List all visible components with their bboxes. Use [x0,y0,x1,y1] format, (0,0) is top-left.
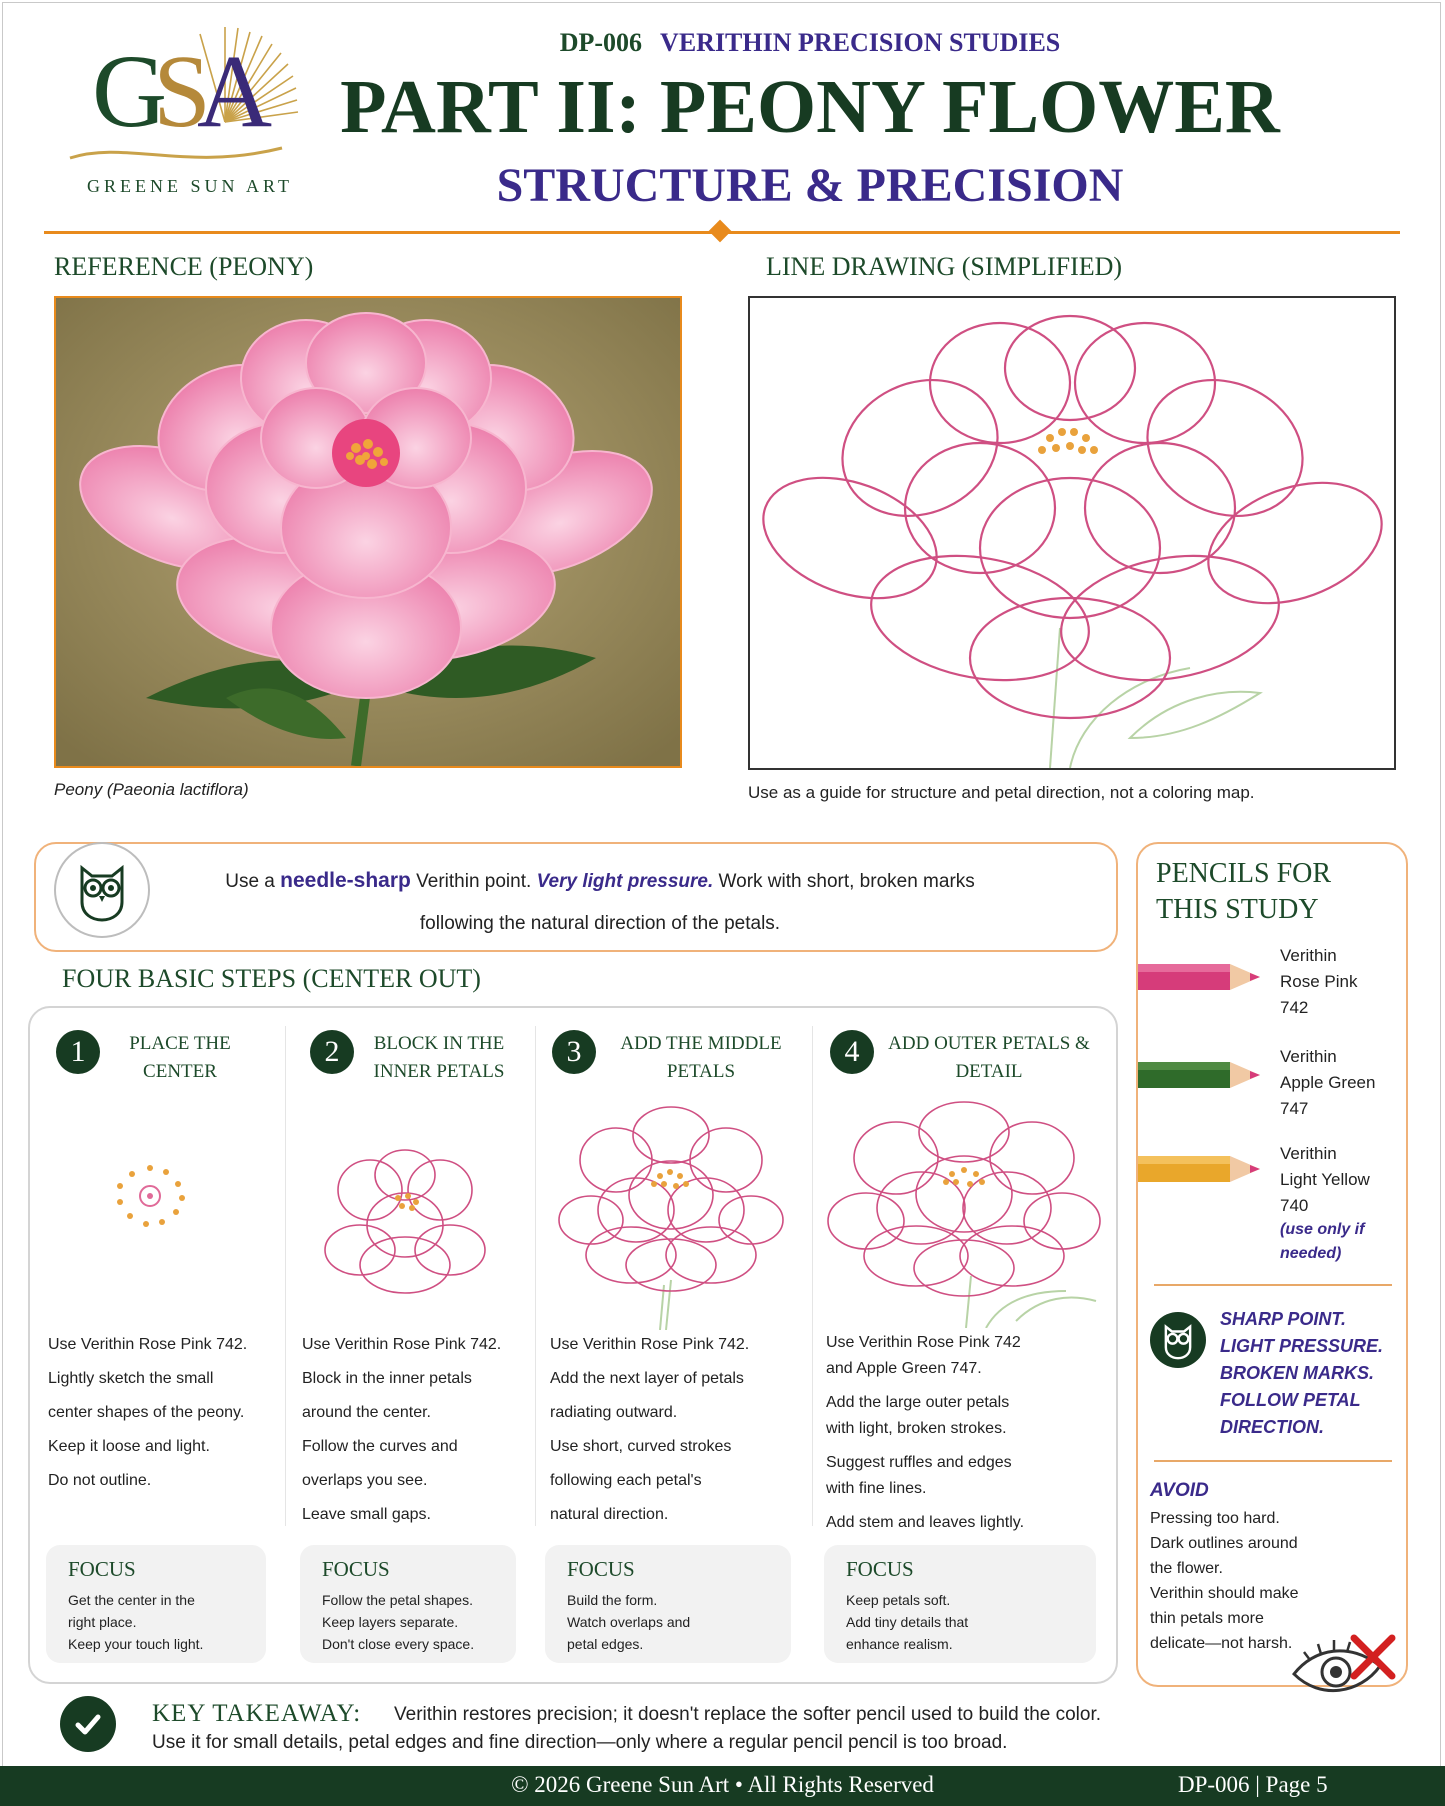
avoid-line: Pressing too hard. [1150,1510,1280,1527]
instruction-line: Use Verithin Rose Pink 742. [550,1336,750,1353]
motto [1220,1306,1383,1441]
pencil-code: 747 [1280,1099,1309,1118]
cross-icon [1348,1632,1398,1682]
focus-box [300,1545,516,1663]
owl-icon [1161,1320,1195,1360]
pencil-note-line: (use only if [1280,1221,1365,1238]
focus-text: Build the form. Watch overlaps and petal edges. [567,1592,691,1652]
step-number: 4 [830,1030,874,1074]
step-instructions [302,1328,501,1532]
tip-part3: Work with short, broken marks [713,871,975,892]
pencil-note [1280,1218,1364,1266]
motto-line: LIGHT PRESSURE. [1220,1336,1384,1356]
focus-box [46,1545,266,1663]
step-title [884,1030,1094,1086]
check-icon [71,1707,105,1741]
tip-needle-sharp: needle-sharp [280,869,411,892]
step-title-line: CENTER [143,1061,217,1082]
step-title [364,1030,514,1086]
step-number: 3 [552,1030,596,1074]
instruction-line: radiating outward. [550,1404,678,1421]
takeaway-badge [60,1696,116,1752]
pencil-brand: Verithin [1280,1047,1337,1066]
instruction-line: Add the next layer of petals [550,1370,744,1387]
column-divider [535,1026,536,1526]
owl-badge [54,842,150,938]
instruction-line: Suggest ruffles and edges [826,1454,1012,1471]
pencil-brand: Verithin [1280,1144,1337,1163]
tip-line2: following the natural direction of the petals. [419,913,781,934]
page-title: PART II: PEONY FLOWER [340,65,1280,149]
instruction-line: with light, broken strokes. [826,1420,1007,1437]
motto-line: FOLLOW PETAL [1220,1390,1361,1410]
instruction-line: Add the large outer petals [826,1394,1010,1411]
reference-caption: Peony (Paeonia lactiflora) [54,780,249,799]
pencil-label [1280,1141,1370,1219]
avoid-line: the flower. [1150,1560,1223,1577]
pencil-icon [1138,1152,1266,1186]
instruction-line: overlaps you see. [302,1472,428,1489]
instruction-line: Use Verithin Rose Pink 742. [48,1336,248,1353]
tip-part1: Use a [225,871,281,892]
instruction-line: Use Verithin Rose Pink 742 [826,1334,1021,1351]
pencil-code: 742 [1280,998,1309,1017]
step-title-line: ADD THE MIDDLE [620,1033,782,1054]
logo-swoosh [66,136,286,170]
avoid-line: Verithin should make [1150,1585,1299,1602]
step-1-sketch [100,1150,200,1240]
step-title-line: ADD OUTER PETALS & [888,1033,1090,1054]
takeaway-line-2: Use it for small details, petal edges and fine direction—only where a regular pencil pencil is too broad. [152,1732,1008,1753]
pencil-label [1280,943,1357,1021]
step-instructions [48,1328,247,1498]
instruction-line: Use short, curved strokes [550,1438,732,1455]
step-3-sketch [556,1100,786,1330]
instruction-line: around the center. [302,1404,431,1421]
takeaway-line-1: Verithin restores precision; it doesn't replace the softer pencil used to build the color. [394,1704,1102,1725]
motto-line: DIRECTION. [1220,1417,1325,1437]
avoid-line: Dark outlines around [1150,1535,1298,1552]
pencils-heading-line: THIS STUDY [1156,894,1319,925]
panel-divider [1154,1460,1392,1462]
pencil-label [1280,1044,1375,1122]
instruction-line: Block in the inner petals [302,1370,472,1387]
avoid-label: AVOID [1150,1480,1209,1501]
pencil-brand: Verithin [1280,946,1337,965]
pencil-icon [1138,960,1266,994]
focus-text: Keep petals soft. Add tiny details that enhance realism. [846,1592,969,1652]
pencil-icon [1138,1058,1266,1092]
tip-light-pressure: Very light pressure. [536,871,714,892]
instruction-line: Lightly sketch the small [48,1370,214,1387]
tip-text [170,860,1030,945]
pencil-code: 740 [1280,1196,1309,1215]
step-title-line: BLOCK IN THE [373,1033,505,1054]
logo-letter-s: S [153,34,197,149]
instruction-line: Do not outline. [48,1472,152,1489]
instruction-line: center shapes of the peony. [48,1404,245,1421]
avoid-line: delicate—not harsh. [1150,1635,1293,1652]
page-subtitle: STRUCTURE & PRECISION [496,159,1124,212]
takeaway-label: KEY TAKEAWAY: [152,1700,362,1727]
line-drawing-heading: LINE DRAWING (SIMPLIFIED) [766,252,1123,281]
footer-copyright: © 2026 Greene Sun Art • All Rights Reserved [511,1772,934,1797]
doc-code: DP-006 [559,28,643,57]
step-instructions [550,1328,749,1532]
step-number: 1 [56,1030,100,1074]
logo [92,34,259,149]
pencil-name: Apple Green [1280,1073,1376,1092]
step-title-line: INNER PETALS [373,1061,505,1082]
logo-letter-a: A [196,34,259,149]
panel-divider [1154,1284,1392,1286]
step-title-line: DETAIL [955,1061,1023,1082]
focus-label: FOCUS [846,1557,914,1581]
instruction-line: and Apple Green 747. [826,1360,982,1377]
column-divider [285,1026,286,1526]
avoid-line: thin petals more [1150,1610,1264,1627]
line-drawing-caption: Use as a guide for structure and petal direction, not a coloring map. [748,783,1255,802]
focus-text: Get the center in the right place. Keep your touch light. [68,1592,204,1652]
motto-line: SHARP POINT. [1220,1309,1347,1329]
line-drawing [748,296,1396,770]
step-title [606,1030,796,1086]
column-divider [812,1026,813,1526]
step-number: 2 [310,1030,354,1074]
logo-letter-g: G [92,34,154,149]
focus-label: FOCUS [567,1557,635,1581]
instruction-line: following each petal's [550,1472,702,1489]
focus-box [545,1545,791,1663]
instruction-line: Keep it loose and light. [48,1438,210,1455]
pencil-note-line: needed) [1280,1245,1342,1262]
pencils-heading [1156,856,1331,928]
reference-heading: REFERENCE (PEONY) [54,252,314,281]
owl-badge [1150,1312,1206,1368]
focus-box [824,1545,1096,1663]
focus-label: FOCUS [68,1557,136,1581]
steps-heading: FOUR BASIC STEPS (CENTER OUT) [62,964,481,993]
logo-name: GREENE SUN ART [87,176,293,196]
step-instructions [826,1330,1024,1536]
instruction-line: Leave small gaps. [302,1506,431,1523]
instruction-line: natural direction. [550,1506,669,1523]
focus-text: Follow the petal shapes. Keep layers separate. Don't close every space. [322,1592,475,1652]
footer-page-number: DP-006 | Page 5 [1178,1772,1328,1797]
step-4-sketch [826,1096,1102,1328]
series-name: VERITHIN PRECISION STUDIES [660,28,1061,57]
pencil-name: Rose Pink [1280,972,1358,991]
focus-label: FOCUS [322,1557,390,1581]
motto-line: BROKEN MARKS. [1220,1363,1375,1383]
doc-series-line [380,28,1240,58]
instruction-line: Use Verithin Rose Pink 742. [302,1336,502,1353]
reference-photo [54,296,682,768]
step-2-sketch [320,1140,490,1300]
instruction-line: Add stem and leaves lightly. [826,1514,1025,1531]
owl-icon [74,858,130,922]
instruction-line: with fine lines. [826,1480,927,1497]
instruction-line: Follow the curves and [302,1438,458,1455]
step-title [110,1030,250,1086]
pencils-heading-line: PENCILS FOR [1156,858,1332,889]
tip-part2: Verithin point. [410,871,537,892]
pencil-name: Light Yellow [1280,1170,1370,1189]
step-title-line: PETALS [666,1061,736,1082]
step-title-line: PLACE THE [129,1033,231,1054]
